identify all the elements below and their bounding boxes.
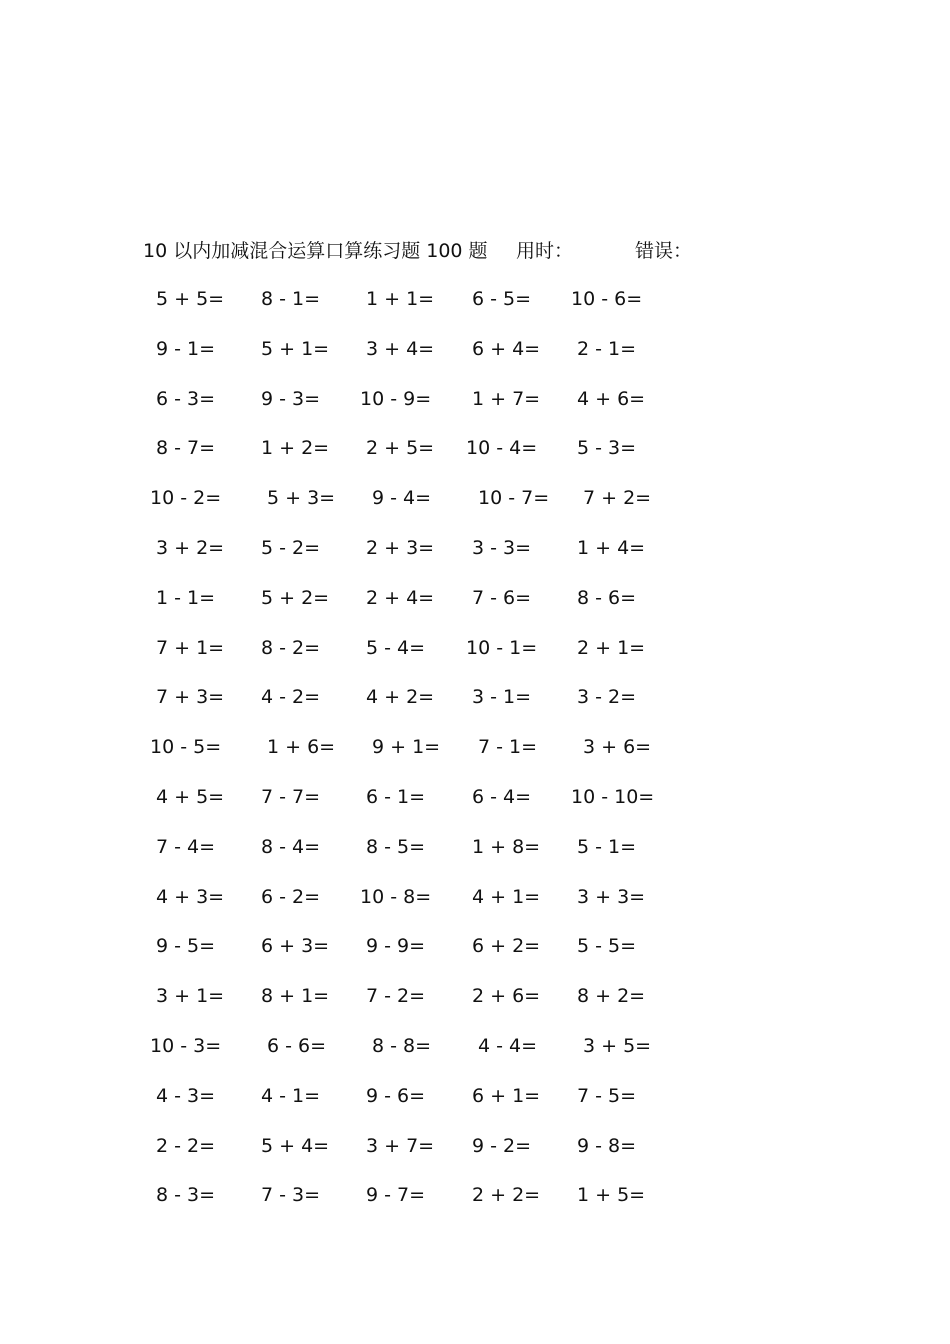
math-problem: 9 - 8= <box>577 1135 637 1157</box>
math-problem: 7 - 4= <box>156 836 216 858</box>
problem-row <box>0 334 950 364</box>
math-problem: 5 - 5= <box>577 935 637 957</box>
math-problem: 1 + 6= <box>267 736 336 758</box>
math-problem: 9 - 3= <box>261 388 321 410</box>
math-problem: 1 + 4= <box>577 537 646 559</box>
math-problem: 1 + 7= <box>472 388 541 410</box>
time-used-label: 用时： <box>516 240 574 262</box>
math-problem: 10 - 2= <box>150 487 222 509</box>
math-problem: 9 - 9= <box>366 935 426 957</box>
math-problem: 6 + 4= <box>472 338 541 360</box>
problem-row <box>0 384 950 414</box>
math-problem: 6 + 1= <box>472 1085 541 1107</box>
math-problem: 8 - 3= <box>156 1184 216 1206</box>
math-problem: 5 - 2= <box>261 537 321 559</box>
math-problem: 6 - 3= <box>156 388 216 410</box>
math-problem: 8 - 5= <box>366 836 426 858</box>
math-problem: 4 + 5= <box>156 786 225 808</box>
math-problem: 7 - 6= <box>472 587 532 609</box>
problem-row <box>0 981 950 1011</box>
math-problem: 8 - 8= <box>372 1035 432 1057</box>
problem-row <box>0 533 950 563</box>
math-problem: 7 - 3= <box>261 1184 321 1206</box>
math-problem: 6 + 3= <box>261 935 330 957</box>
math-problem: 9 - 1= <box>156 338 216 360</box>
math-problem: 6 - 6= <box>267 1035 327 1057</box>
math-problem: 10 - 3= <box>150 1035 222 1057</box>
error-count-label: 错误： <box>635 240 693 262</box>
problem-row <box>0 882 950 912</box>
problem-row <box>0 931 950 961</box>
problem-row <box>0 832 950 862</box>
problem-row <box>0 633 950 663</box>
math-problem: 2 - 2= <box>156 1135 216 1157</box>
math-problem: 1 - 1= <box>156 587 216 609</box>
math-problem: 7 - 7= <box>261 786 321 808</box>
problem-row <box>0 682 950 712</box>
math-problem: 5 + 1= <box>261 338 330 360</box>
math-problem: 3 + 7= <box>366 1135 435 1157</box>
problem-row <box>0 433 950 463</box>
math-problem: 2 - 1= <box>577 338 637 360</box>
math-problem: 9 - 6= <box>366 1085 426 1107</box>
math-problem: 5 + 2= <box>261 587 330 609</box>
math-problem: 1 + 5= <box>577 1184 646 1206</box>
problem-row <box>0 284 950 314</box>
problem-row <box>0 1180 950 1210</box>
math-problem: 9 - 4= <box>372 487 432 509</box>
math-problem: 6 - 4= <box>472 786 532 808</box>
math-problem: 5 - 3= <box>577 437 637 459</box>
math-problem: 10 - 5= <box>150 736 222 758</box>
math-problem: 3 - 2= <box>577 686 637 708</box>
math-problem: 2 + 5= <box>366 437 435 459</box>
math-problem: 7 - 2= <box>366 985 426 1007</box>
math-problem: 5 - 1= <box>577 836 637 858</box>
math-problem: 10 - 9= <box>360 388 432 410</box>
math-problem: 8 - 6= <box>577 587 637 609</box>
math-problem: 5 + 4= <box>261 1135 330 1157</box>
math-problem: 2 + 1= <box>577 637 646 659</box>
math-problem: 7 + 3= <box>156 686 225 708</box>
math-problem: 3 + 6= <box>583 736 652 758</box>
math-problem: 1 + 8= <box>472 836 541 858</box>
problem-row <box>0 782 950 812</box>
math-problem: 1 + 1= <box>366 288 435 310</box>
math-problem: 5 + 5= <box>156 288 225 310</box>
math-problem: 8 + 2= <box>577 985 646 1007</box>
math-problem: 4 + 6= <box>577 388 646 410</box>
math-problem: 10 - 1= <box>466 637 538 659</box>
math-problem: 3 + 5= <box>583 1035 652 1057</box>
math-problem: 4 + 3= <box>156 886 225 908</box>
math-problem: 6 - 1= <box>366 786 426 808</box>
math-problem: 8 - 4= <box>261 836 321 858</box>
problem-row <box>0 1031 950 1061</box>
math-problem: 3 + 3= <box>577 886 646 908</box>
math-problem: 3 + 4= <box>366 338 435 360</box>
math-problem: 8 - 7= <box>156 437 216 459</box>
math-problem: 7 - 1= <box>478 736 538 758</box>
problem-row <box>0 1131 950 1161</box>
math-problem: 4 - 3= <box>156 1085 216 1107</box>
problem-row <box>0 583 950 613</box>
math-problem: 3 - 3= <box>472 537 532 559</box>
math-problem: 9 - 7= <box>366 1184 426 1206</box>
math-problem: 4 - 2= <box>261 686 321 708</box>
problem-row <box>0 732 950 762</box>
math-problem: 3 + 1= <box>156 985 225 1007</box>
problem-row <box>0 1081 950 1111</box>
math-problem: 5 + 3= <box>267 487 336 509</box>
problem-row <box>0 483 950 513</box>
math-problem: 7 + 1= <box>156 637 225 659</box>
math-problem: 1 + 2= <box>261 437 330 459</box>
math-problem: 6 - 2= <box>261 886 321 908</box>
math-problem: 10 - 4= <box>466 437 538 459</box>
math-problem: 2 + 6= <box>472 985 541 1007</box>
math-problem: 10 - 6= <box>571 288 643 310</box>
math-problem: 9 - 5= <box>156 935 216 957</box>
math-problem: 8 + 1= <box>261 985 330 1007</box>
math-problem: 4 - 1= <box>261 1085 321 1107</box>
math-problem: 6 + 2= <box>472 935 541 957</box>
math-problem: 10 - 10= <box>571 786 655 808</box>
math-problem: 4 + 1= <box>472 886 541 908</box>
math-problem: 7 - 5= <box>577 1085 637 1107</box>
math-problem: 5 - 4= <box>366 637 426 659</box>
math-problem: 3 - 1= <box>472 686 532 708</box>
math-problem: 6 - 5= <box>472 288 532 310</box>
math-problem: 3 + 2= <box>156 537 225 559</box>
math-problem: 2 + 3= <box>366 537 435 559</box>
math-problem: 2 + 2= <box>472 1184 541 1206</box>
math-problem: 2 + 4= <box>366 587 435 609</box>
math-problem: 10 - 7= <box>478 487 550 509</box>
math-problem: 8 - 1= <box>261 288 321 310</box>
worksheet-title: 10 以内加减混合运算口算练习题 100 题 <box>143 240 488 262</box>
math-problem: 8 - 2= <box>261 637 321 659</box>
math-problem: 10 - 8= <box>360 886 432 908</box>
math-problem: 4 - 4= <box>478 1035 538 1057</box>
math-problem: 4 + 2= <box>366 686 435 708</box>
math-problem: 9 + 1= <box>372 736 441 758</box>
math-problem: 7 + 2= <box>583 487 652 509</box>
math-problem: 9 - 2= <box>472 1135 532 1157</box>
